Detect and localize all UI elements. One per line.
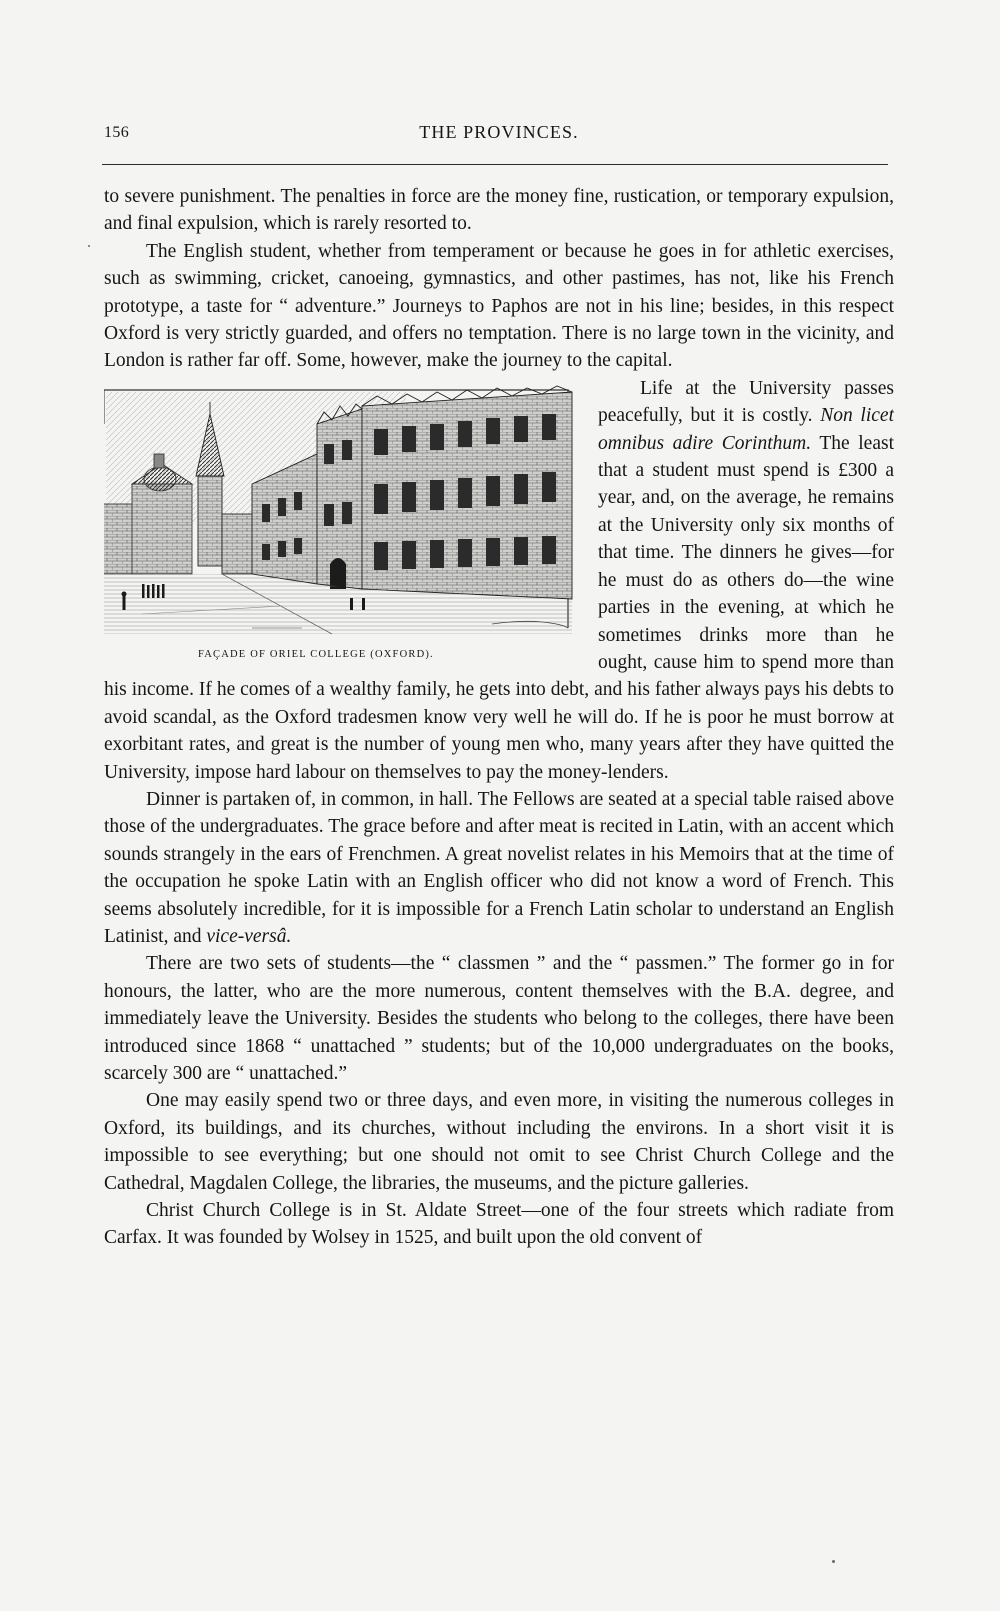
oriel-college-figure <box>104 384 580 662</box>
page-number: 156 <box>104 124 130 141</box>
paragraph-3-text-b: The least that a student must spend is £300 a year, and, on the average, he remains at the University only six months of that time. The dinners he gives—for he must do as others do—the wine parties in the evening, at which he sometimes drinks more than he ought, cause him to spend more than his income. If he comes of a wealthy family, he gets into debt, and his father always pays his debts to avoid scandal, as the Oxford tradesmen know very well he will do. If he is poor he must borrow at exorbitant rates, and great is the number of young men who, many years after they have quitted the University, impose hard labour on themselves to pay the money-lenders. <box>104 432 894 783</box>
paragraph-6: One may easily spend two or three days, and even more, in visiting the numerous colleges in Oxford, its buildings, and its churches, without including the environs. In a short visit it is impossible to see everything; but one should not omit to see Christ Church College and the Cathedral, Magdalen College, the libraries, the museums, and the picture galleries. <box>104 1090 894 1194</box>
latin-quote: Non licet omnibus adire Corinthum. <box>598 405 894 454</box>
paragraph-7: Christ Church College is in St. Aldate Street—one of the four streets which radiate from Carfax. It was founded by Wolsey in 1525, and built upon the old convent of <box>104 1200 894 1249</box>
paragraph-5: There are two sets of students—the “ classmen ” and the “ passmen.” The former go in for honours, the latter, who are the more numerous, content themselves with the B.A. degree, and immediately leave the University. Besides the students who belong to the colleges, there have been introduced since 1868 “ unattached ” students; but of the 10,000 undergraduates on the books, scarcely 300 are “ unattached.” <box>104 953 894 1084</box>
latin-phrase: vice-versâ. <box>206 925 292 947</box>
page-header <box>104 120 894 150</box>
running-title: THE PROVINCES. <box>419 122 579 142</box>
oriel-college-engraving <box>104 384 580 642</box>
paper-speck <box>88 245 90 247</box>
paper-speck <box>832 1560 835 1563</box>
paragraph-1: to severe punishment. The penalties in force are the money fine, rustication, or temporary expulsion, and final expulsion, which is rarely resorted to. <box>104 186 894 235</box>
figure-caption: FAÇADE OF ORIEL COLLEGE (OXFORD). <box>198 648 434 660</box>
paragraph-2: The English student, whether from temperament or because he goes in for athletic exercises, such as swimming, cricket, canoeing, gymnastics, and other pastimes, has not, like his French prototype, a taste for “ adventure.” Journeys to Paphos are not in his line; besides, in this respect Oxford is very strictly guarded, and offers no temptation. There is no large town in the vicinity, and London is rather far off. Some, however, make the journey to the capital. <box>104 240 894 372</box>
header-rule <box>102 164 888 165</box>
paragraph-4-text: Dinner is partaken of, in common, in hall. The Fellows are seated at a special table raised above those of the undergraduates. The grace before and after meat is recited in Latin, with an accent which sounds strangely in the ears of Frenchmen. A great novelist relates in his Memoirs that at the time of the occupation he spoke Latin with an English officer who did not know a word of French. This seems absolutely incredible, for it is impossible for a French Latin scholar to understand an English Latinist, and <box>104 788 894 947</box>
paragraph-4 <box>104 786 894 950</box>
paragraph-3-text-a: Life at the University passes peacefully, but it is costly. <box>598 377 894 427</box>
body-text <box>104 183 894 1443</box>
